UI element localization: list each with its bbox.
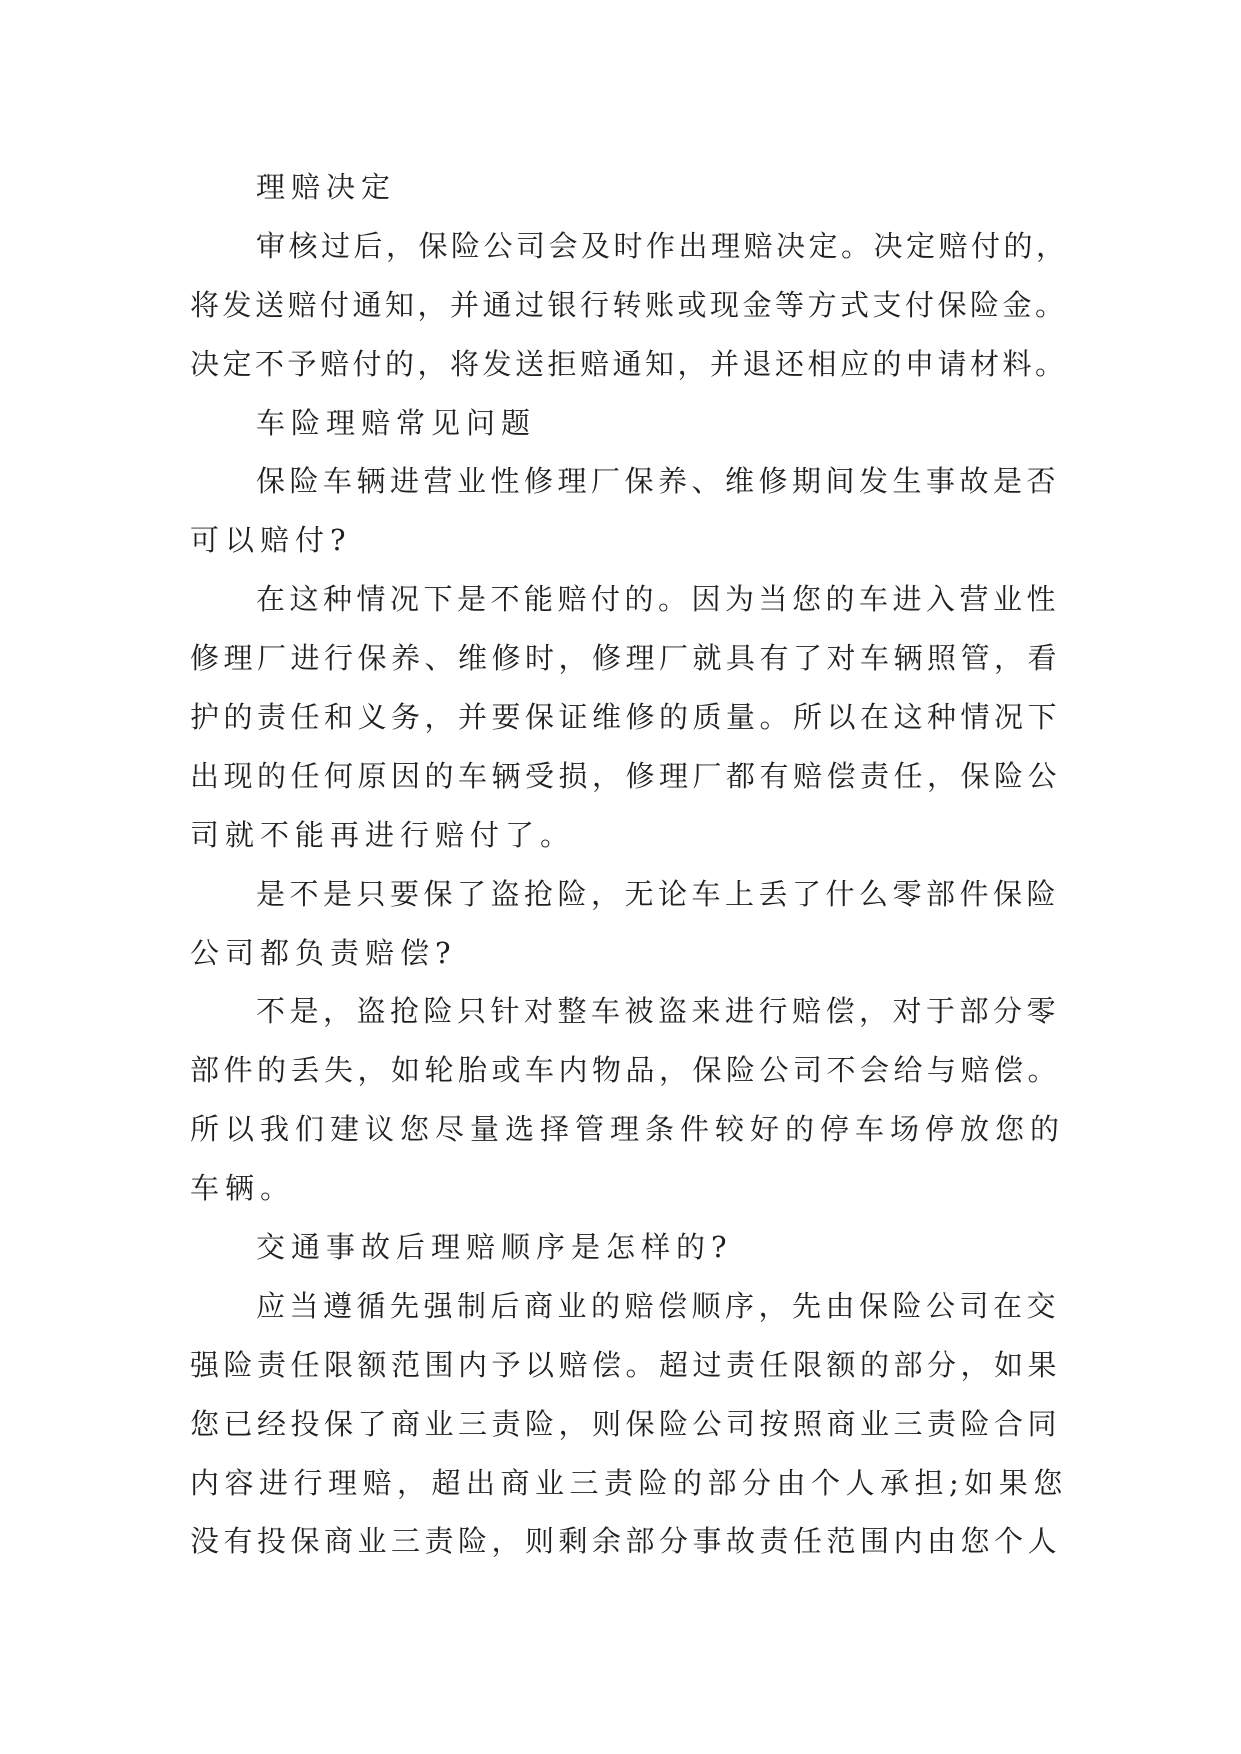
- paragraph-line: 强险责任限额范围内予以赔偿。超过责任限额的部分，如果: [190, 1347, 1062, 1382]
- paragraph-line: 修理厂进行保养、维修时，修理厂就具有了对车辆照管，看: [190, 641, 1062, 676]
- paragraph-line: 护的责任和义务，并要保证维修的质量。所以在这种情况下: [190, 700, 1062, 735]
- paragraph-line: 可以赔付?: [190, 523, 352, 558]
- paragraph-line: 所以我们建议您尽量选择管理条件较好的停车场停放您的: [190, 1112, 1066, 1147]
- paragraph-line: 决定不予赔付的，将发送拒赔通知，并退还相应的申请材料。: [190, 346, 1068, 381]
- paragraph-line: 部件的丢失，如轮胎或车内物品，保险公司不会给与赔偿。: [190, 1053, 1062, 1088]
- paragraph-first-line: 理赔决定: [256, 170, 397, 204]
- paragraph-first-line: 车险理赔常见问题: [256, 405, 537, 440]
- paragraph-first-line: 应当遵循先强制后商业的赔偿顺序，先由保险公司在交: [256, 1288, 1061, 1323]
- document-body: [190, 158, 1070, 1571]
- paragraph-line: 内容进行理赔，超出商业三责险的部分由个人承担;如果您: [190, 1465, 1068, 1500]
- paragraph-first-line: 是不是只要保了盗抢险，无论车上丢了什么零部件保险: [256, 876, 1061, 911]
- paragraph-line: 没有投保商业三责险，则剩余部分事故责任范围内由您个人: [190, 1524, 1062, 1559]
- paragraph-first-line: 保险车辆进营业性修理厂保养、维修期间发生事故是否: [256, 464, 1061, 499]
- paragraph-first-line: 审核过后，保险公司会及时作出理赔决定。决定赔付的，: [256, 228, 1069, 263]
- paragraph-line: 司就不能再进行赔付了。: [190, 817, 576, 852]
- paragraph-line: 车辆。: [190, 1171, 296, 1206]
- paragraph-line: 您已经投保了商业三责险，则保险公司按照商业三责险合同: [190, 1406, 1062, 1441]
- paragraph-first-line: 不是，盗抢险只针对整车被盗来进行赔偿，对于部分零: [256, 994, 1061, 1029]
- paragraph-first-line: 在这种情况下是不能赔付的。因为当您的车进入营业性: [256, 582, 1061, 617]
- paragraph-line: 出现的任何原因的车辆受损，修理厂都有赔偿责任，保险公: [190, 758, 1062, 793]
- paragraph-line: 公司都负责赔偿?: [190, 935, 457, 970]
- paragraph-first-line: 交通事故后理赔顺序是怎样的?: [256, 1230, 733, 1265]
- paragraph-line: 将发送赔付通知，并通过银行转账或现金等方式支付保险金。: [190, 287, 1068, 322]
